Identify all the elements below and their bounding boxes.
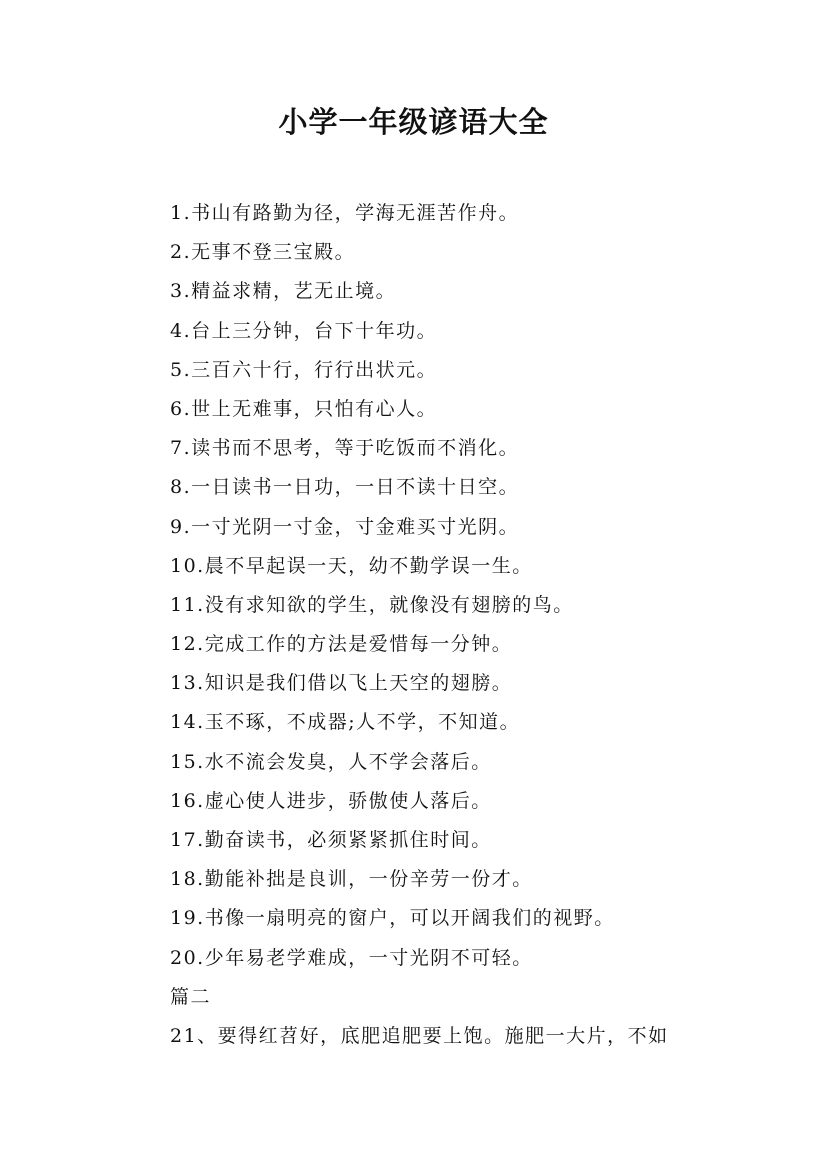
proverb-line: 1.书山有路勤为径，学海无涯苦作舟。 [170,202,520,224]
proverb-line: 8.一日读书一日功，一日不读十日空。 [170,476,520,499]
section-heading: 篇二 [170,985,212,1008]
proverb-line: 12.完成工作的方法是爱惜每一分钟。 [170,633,513,656]
proverb-line: 4.台上三分钟，台下十年功。 [170,319,438,342]
proverb-line: 21、要得红苕好，底肥追肥要上饱。施肥一大片，不如 [170,1024,669,1047]
proverb-line: 18.勤能补拙是良训，一份辛劳一份才。 [170,868,533,891]
proverb-line: 5.三百六十行，行行出状元。 [170,358,438,381]
document-title: 小学一年级谚语大全 [278,105,549,139]
proverb-line: 13.知识是我们借以飞上天空的翅膀。 [170,672,513,695]
proverb-line: 15.水不流会发臭，人不学会落后。 [170,750,492,773]
proverb-line: 14.玉不琢，不成器;人不学，不知道。 [170,711,521,734]
proverb-line: 17.勤奋读书，必须紧紧抓住时间。 [170,829,492,851]
proverb-line: 3.精益求精，艺无止境。 [170,280,397,303]
proverb-list [170,198,770,1060]
proverb-line: 11.没有求知欲的学生，就像没有翅膀的鸟。 [170,593,574,616]
proverb-line: 7.读书而不思考，等于吃饭而不消化。 [170,437,520,460]
proverb-line: 10.晨不早起误一天，幼不勤学误一生。 [170,554,533,577]
proverb-line: 20.少年易老学难成，一寸光阴不可轻。 [170,946,533,969]
proverb-line: 19.书像一扇明亮的窗户，可以开阔我们的视野。 [170,907,615,930]
proverb-line: 16.虚心使人进步，骄傲使人落后。 [170,789,492,812]
proverb-line: 9.一寸光阴一寸金，寸金难买寸光阴。 [170,515,520,538]
proverb-line: 2.无事不登三宝殿。 [170,241,356,264]
proverb-line: 6.世上无难事，只怕有心人。 [170,397,438,420]
